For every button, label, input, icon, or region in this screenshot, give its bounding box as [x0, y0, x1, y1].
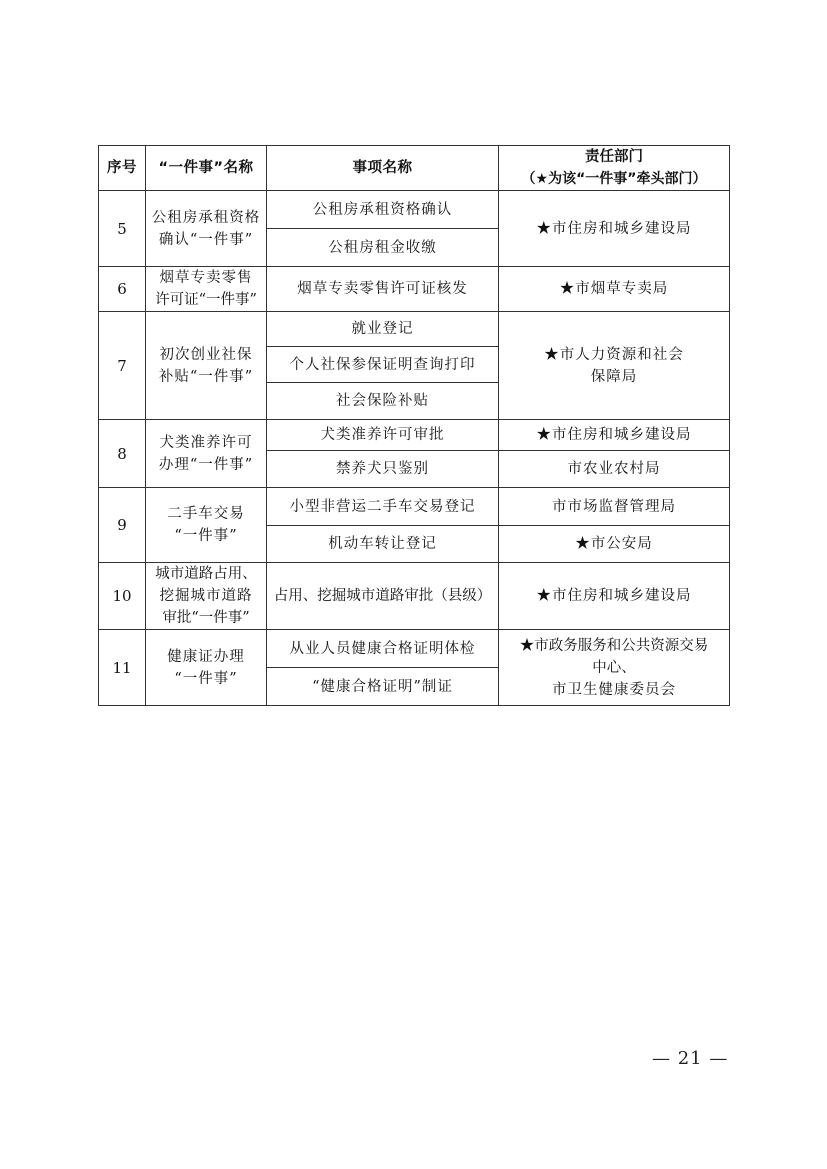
row-matter-name: 健康证办理 “一件事”: [146, 630, 267, 706]
table-row: [99, 563, 730, 630]
row-matter-name: 二手车交易 “一件事”: [146, 488, 267, 563]
row-department: ★市公安局: [499, 526, 730, 563]
row-department: 市市场监督管理局: [499, 488, 730, 526]
row-index: 11: [99, 630, 146, 706]
header-item-name: 事项名称: [267, 146, 499, 191]
table-row: [99, 420, 730, 451]
row-item-name: 犬类准养许可审批: [267, 420, 499, 451]
row-item-name: 小型非营运二手车交易登记: [267, 488, 499, 526]
row-index: 7: [99, 312, 146, 420]
row-department: ★市住房和城乡建设局: [499, 191, 730, 267]
row-item-name: 占用、挖掘城市道路审批（县级）: [267, 563, 499, 630]
header-index: 序号: [99, 146, 146, 191]
row-index: 9: [99, 488, 146, 563]
row-matter-name: 初次创业社保 补贴“一件事”: [146, 312, 267, 420]
page-number: — 21 —: [652, 1048, 729, 1069]
row-item-name: 个人社保参保证明查询打印: [267, 347, 499, 383]
row-department: ★市住房和城乡建设局: [499, 563, 730, 630]
header-department-note: （★为该“一件事”牵头部门）: [521, 171, 707, 187]
header-matter-name: “一件事”名称: [146, 146, 267, 191]
table-row: [99, 312, 730, 347]
row-department: ★市人力资源和社会 保障局: [499, 312, 730, 420]
row-index: 10: [99, 563, 146, 630]
header-department-title: 责任部门: [585, 149, 643, 165]
row-item-name: 社会保险补贴: [267, 383, 499, 420]
row-item-name: 禁养犬只鉴别: [267, 451, 499, 488]
row-item-name: 公租房租金收缴: [267, 229, 499, 267]
row-matter-name: 犬类准养许可 办理“一件事”: [146, 420, 267, 488]
row-item-name: 烟草专卖零售许可证核发: [267, 267, 499, 312]
table-row: [99, 191, 730, 229]
row-item-name: 机动车转让登记: [267, 526, 499, 563]
row-item-name: “健康合格证明”制证: [267, 668, 499, 706]
table-row: [99, 488, 730, 526]
row-item-name: 公租房承租资格确认: [267, 191, 499, 229]
row-item-name: 从业人员健康合格证明体检: [267, 630, 499, 668]
row-item-name: 就业登记: [267, 312, 499, 347]
header-department: [499, 146, 730, 191]
row-index: 5: [99, 191, 146, 267]
row-index: 8: [99, 420, 146, 488]
row-matter-name: 烟草专卖零售 许可证“一件事”: [146, 267, 267, 312]
row-department: 市农业农村局: [499, 451, 730, 488]
table-header-row: [99, 146, 730, 191]
row-department: ★市烟草专卖局: [499, 267, 730, 312]
row-matter-name: 城市道路占用、 挖掘城市道路 审批“一件事”: [146, 563, 267, 630]
table-row: [99, 630, 730, 668]
responsibility-table: [98, 145, 730, 706]
row-index: 6: [99, 267, 146, 312]
table-row: [99, 267, 730, 312]
row-department: ★市住房和城乡建设局: [499, 420, 730, 451]
row-matter-name: 公租房承租资格 确认“一件事”: [146, 191, 267, 267]
row-department: ★市政务服务和公共资源交易 中心、 市卫生健康委员会: [499, 630, 730, 706]
